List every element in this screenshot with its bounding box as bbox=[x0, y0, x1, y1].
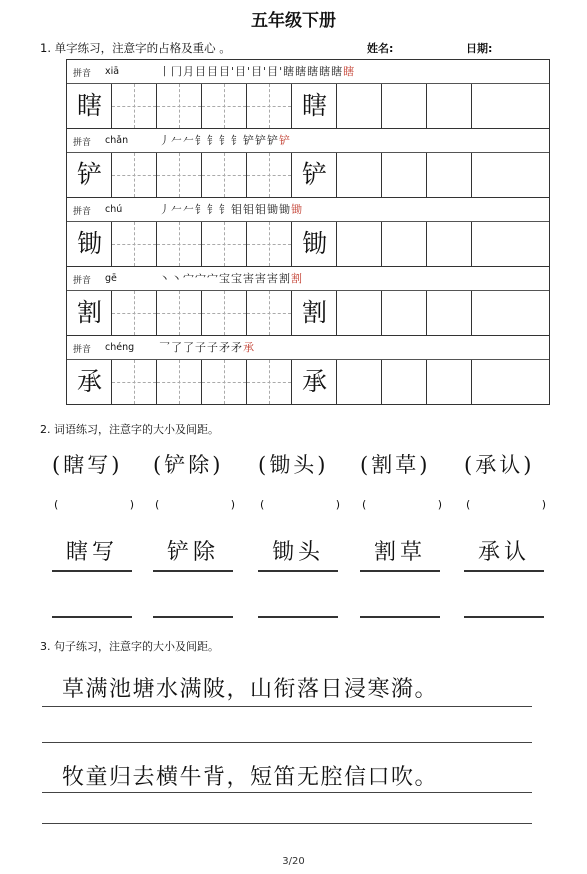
sentence-2: 牧童归去横牛背，短笛无腔信口吹。 bbox=[62, 765, 439, 790]
writing-row bbox=[67, 360, 549, 405]
section3-heading: 3. 句子练习，注意字的大小及间距。 bbox=[40, 640, 219, 653]
writing-cell[interactable] bbox=[67, 153, 112, 197]
stroke-step: 割 bbox=[279, 272, 291, 285]
writing-cell[interactable] bbox=[157, 360, 202, 404]
page-number: 3/20 bbox=[282, 856, 305, 867]
model-character: 割 bbox=[76, 298, 102, 327]
stroke-step: 𠂉 bbox=[171, 134, 183, 147]
pinyin-row bbox=[67, 336, 549, 360]
stroke-order bbox=[159, 201, 303, 217]
writing-cell[interactable] bbox=[202, 222, 247, 266]
section1-heading: 1. 单字练习，注意字的占格及重心 。 bbox=[40, 41, 231, 55]
word-pinyin-prompt: (承认) bbox=[464, 453, 535, 477]
sentence-1: 草满池塘水满陂，山衔落日浸寒漪。 bbox=[62, 677, 439, 702]
word-writing-line[interactable] bbox=[153, 616, 233, 618]
model-character: 瞎 bbox=[76, 91, 102, 120]
paren-open: ( bbox=[155, 498, 160, 511]
stroke-step: 钅 bbox=[195, 134, 207, 147]
stroke-step: 瞎 bbox=[331, 65, 344, 78]
paren-open: ( bbox=[362, 498, 367, 511]
stroke-step: 宀 bbox=[183, 272, 195, 285]
section2-heading: 2. 词语练习，注意字的大小及间距。 bbox=[40, 423, 219, 436]
pinyin-answer-field[interactable] bbox=[260, 498, 340, 511]
stroke-step: 冂 bbox=[171, 65, 183, 78]
stroke-step: 宝 bbox=[219, 272, 231, 285]
writing-cell[interactable] bbox=[472, 222, 504, 266]
stroke-step: 丨 bbox=[159, 65, 171, 78]
model-character: 承 bbox=[301, 367, 327, 396]
pinyin-row bbox=[67, 267, 549, 291]
pinyin-label: 拼音 bbox=[73, 138, 92, 148]
writing-cell[interactable] bbox=[247, 222, 292, 266]
stroke-step: 宝 bbox=[231, 272, 243, 285]
writing-cell[interactable] bbox=[67, 84, 112, 128]
writing-cell[interactable] bbox=[427, 360, 472, 404]
writing-cell[interactable] bbox=[472, 153, 504, 197]
pinyin-answer-field[interactable] bbox=[54, 498, 134, 511]
writing-cell[interactable] bbox=[382, 84, 427, 128]
writing-cell[interactable] bbox=[157, 84, 202, 128]
writing-cell[interactable] bbox=[382, 222, 427, 266]
model-character: 铲 bbox=[76, 160, 102, 189]
model-character: 承 bbox=[76, 367, 102, 396]
writing-cell[interactable] bbox=[157, 291, 202, 335]
writing-cell[interactable] bbox=[292, 360, 337, 404]
model-character: 锄 bbox=[301, 229, 327, 258]
pinyin-row bbox=[67, 129, 549, 153]
word-underline bbox=[153, 570, 233, 572]
word-writing-line[interactable] bbox=[360, 616, 440, 618]
writing-cell[interactable] bbox=[292, 222, 337, 266]
stroke-step: 瞎 bbox=[343, 65, 356, 78]
stroke-step: 钅 bbox=[219, 134, 231, 147]
paren-close: ) bbox=[437, 498, 442, 511]
model-word: 铲除 bbox=[166, 540, 219, 565]
writing-cell[interactable] bbox=[292, 291, 337, 335]
stroke-step: 铲 bbox=[255, 134, 267, 147]
writing-row bbox=[67, 153, 549, 198]
pinyin-row bbox=[67, 198, 549, 222]
pinyin-answer-field[interactable] bbox=[466, 498, 546, 511]
writing-row bbox=[67, 84, 549, 129]
stroke-step: 钼 bbox=[255, 203, 267, 216]
stroke-step: 锄 bbox=[267, 203, 279, 216]
writing-cell[interactable] bbox=[337, 360, 382, 404]
writing-cell[interactable] bbox=[427, 84, 472, 128]
word-writing-line[interactable] bbox=[258, 616, 338, 618]
stroke-step: 害 bbox=[255, 272, 267, 285]
stroke-step: 目' bbox=[267, 65, 284, 78]
stroke-step: 瞎 bbox=[307, 65, 320, 78]
writing-cell[interactable] bbox=[427, 153, 472, 197]
stroke-step: 矛 bbox=[219, 341, 231, 354]
stroke-step: 了 bbox=[183, 341, 195, 354]
pinyin-text: chéng bbox=[105, 342, 135, 353]
stroke-step: 宀 bbox=[207, 272, 219, 285]
stroke-step: 铲 bbox=[267, 134, 279, 147]
practice-grid bbox=[66, 59, 550, 405]
stroke-step: 目' bbox=[251, 65, 268, 78]
pinyin-text: chǎn bbox=[105, 135, 129, 146]
word-pinyin-prompt: (锄头) bbox=[258, 453, 329, 477]
pinyin-text: xiā bbox=[105, 66, 120, 77]
stroke-step: 目 bbox=[195, 65, 207, 78]
writing-cell[interactable] bbox=[427, 222, 472, 266]
stroke-step: 钼 bbox=[231, 203, 243, 216]
stroke-step: 钅 bbox=[207, 134, 219, 147]
stroke-step: 丿 bbox=[159, 203, 171, 216]
word-pinyin-prompt: (铲除) bbox=[153, 453, 224, 477]
writing-cell[interactable] bbox=[472, 84, 504, 128]
stroke-step: 钅 bbox=[207, 203, 219, 216]
writing-cell[interactable] bbox=[112, 291, 157, 335]
word-writing-line[interactable] bbox=[464, 616, 544, 618]
stroke-step: 丶 bbox=[171, 272, 183, 285]
writing-cell[interactable] bbox=[382, 153, 427, 197]
writing-cell[interactable] bbox=[112, 360, 157, 404]
stroke-step: 乛 bbox=[159, 341, 171, 354]
writing-line[interactable] bbox=[42, 823, 532, 824]
writing-cell[interactable] bbox=[202, 153, 247, 197]
stroke-step: 钅 bbox=[231, 134, 243, 147]
writing-line[interactable] bbox=[42, 742, 532, 743]
writing-cell[interactable] bbox=[67, 360, 112, 404]
writing-cell[interactable] bbox=[247, 153, 292, 197]
writing-cell[interactable] bbox=[247, 360, 292, 404]
stroke-order bbox=[159, 270, 303, 286]
word-pinyin-prompt: (割草) bbox=[360, 453, 431, 477]
paren-open: ( bbox=[54, 498, 59, 511]
model-word: 割草 bbox=[373, 540, 426, 565]
writing-cell[interactable] bbox=[292, 84, 337, 128]
writing-cell[interactable] bbox=[337, 222, 382, 266]
paren-close: ) bbox=[541, 498, 546, 511]
stroke-step: 子 bbox=[207, 341, 219, 354]
stroke-step: 钅 bbox=[219, 203, 231, 216]
model-character: 铲 bbox=[301, 160, 327, 189]
writing-cell[interactable] bbox=[202, 360, 247, 404]
paren-close: ) bbox=[230, 498, 235, 511]
word-writing-line[interactable] bbox=[52, 616, 132, 618]
stroke-step: 割 bbox=[291, 272, 303, 285]
paren-close: ) bbox=[335, 498, 340, 511]
stroke-step: 子 bbox=[195, 341, 207, 354]
stroke-step: 承 bbox=[243, 341, 255, 354]
writing-line[interactable] bbox=[42, 792, 532, 793]
stroke-step: 瞎 bbox=[283, 65, 296, 78]
pinyin-label: 拼音 bbox=[73, 276, 92, 286]
date-label: 日期: bbox=[466, 42, 493, 55]
writing-cell[interactable] bbox=[337, 84, 382, 128]
stroke-step: 矛 bbox=[231, 341, 243, 354]
writing-row bbox=[67, 222, 549, 267]
stroke-order bbox=[159, 132, 291, 148]
writing-cell[interactable] bbox=[202, 84, 247, 128]
model-character: 锄 bbox=[76, 229, 102, 258]
writing-cell[interactable] bbox=[472, 291, 504, 335]
word-underline bbox=[464, 570, 544, 572]
pinyin-text: gē bbox=[105, 273, 117, 284]
pinyin-answer-field[interactable] bbox=[362, 498, 442, 511]
writing-cell[interactable] bbox=[67, 222, 112, 266]
name-label: 姓名: bbox=[367, 42, 394, 55]
writing-cell[interactable] bbox=[112, 153, 157, 197]
paren-close: ) bbox=[129, 498, 134, 511]
stroke-step: 了 bbox=[171, 341, 183, 354]
paren-open: ( bbox=[466, 498, 471, 511]
stroke-step: 宀 bbox=[195, 272, 207, 285]
stroke-step: 丶 bbox=[159, 272, 171, 285]
writing-cell[interactable] bbox=[247, 84, 292, 128]
pinyin-label: 拼音 bbox=[73, 69, 92, 79]
pinyin-text: chú bbox=[105, 204, 123, 215]
writing-cell[interactable] bbox=[382, 360, 427, 404]
paren-open: ( bbox=[260, 498, 265, 511]
stroke-step: 目 bbox=[207, 65, 219, 78]
writing-cell[interactable] bbox=[67, 291, 112, 335]
stroke-step: 害 bbox=[267, 272, 279, 285]
writing-cell[interactable] bbox=[202, 291, 247, 335]
stroke-order bbox=[159, 63, 355, 79]
writing-row bbox=[67, 291, 549, 336]
stroke-step: 钼 bbox=[243, 203, 255, 216]
stroke-step: 铲 bbox=[243, 134, 255, 147]
stroke-step: 瞎 bbox=[295, 65, 308, 78]
stroke-step: 𠂉 bbox=[183, 203, 195, 216]
writing-cell[interactable] bbox=[337, 153, 382, 197]
pinyin-row bbox=[67, 60, 549, 84]
writing-cell[interactable] bbox=[292, 153, 337, 197]
stroke-step: 月 bbox=[183, 65, 195, 78]
writing-cell[interactable] bbox=[112, 84, 157, 128]
stroke-step: 锄 bbox=[291, 203, 303, 216]
writing-cell[interactable] bbox=[157, 222, 202, 266]
pinyin-label: 拼音 bbox=[73, 345, 92, 355]
word-underline bbox=[258, 570, 338, 572]
stroke-step: 钅 bbox=[195, 203, 207, 216]
model-character: 割 bbox=[301, 298, 327, 327]
writing-line[interactable] bbox=[42, 706, 532, 707]
model-word: 承认 bbox=[477, 540, 530, 565]
stroke-order bbox=[159, 339, 255, 355]
writing-cell[interactable] bbox=[112, 222, 157, 266]
stroke-step: 目' bbox=[235, 65, 252, 78]
writing-cell[interactable] bbox=[472, 360, 504, 404]
word-underline bbox=[360, 570, 440, 572]
stroke-step: 瞎 bbox=[319, 65, 332, 78]
model-word: 锄头 bbox=[271, 540, 324, 565]
pinyin-answer-field[interactable] bbox=[155, 498, 235, 511]
pinyin-label: 拼音 bbox=[73, 207, 92, 217]
word-pinyin-prompt: (瞎写) bbox=[52, 453, 123, 477]
writing-cell[interactable] bbox=[247, 291, 292, 335]
stroke-step: 目' bbox=[219, 65, 236, 78]
page-title: 五年级下册 bbox=[251, 11, 336, 31]
model-word: 瞎写 bbox=[65, 540, 118, 565]
stroke-step: 丿 bbox=[159, 134, 171, 147]
stroke-step: 𠂉 bbox=[183, 134, 195, 147]
stroke-step: 害 bbox=[243, 272, 255, 285]
writing-cell[interactable] bbox=[382, 291, 427, 335]
stroke-step: 𠂉 bbox=[171, 203, 183, 216]
stroke-step: 铲 bbox=[279, 134, 291, 147]
writing-cell[interactable] bbox=[427, 291, 472, 335]
stroke-step: 锄 bbox=[279, 203, 291, 216]
writing-cell[interactable] bbox=[337, 291, 382, 335]
word-underline bbox=[52, 570, 132, 572]
model-character: 瞎 bbox=[301, 91, 327, 120]
writing-cell[interactable] bbox=[157, 153, 202, 197]
